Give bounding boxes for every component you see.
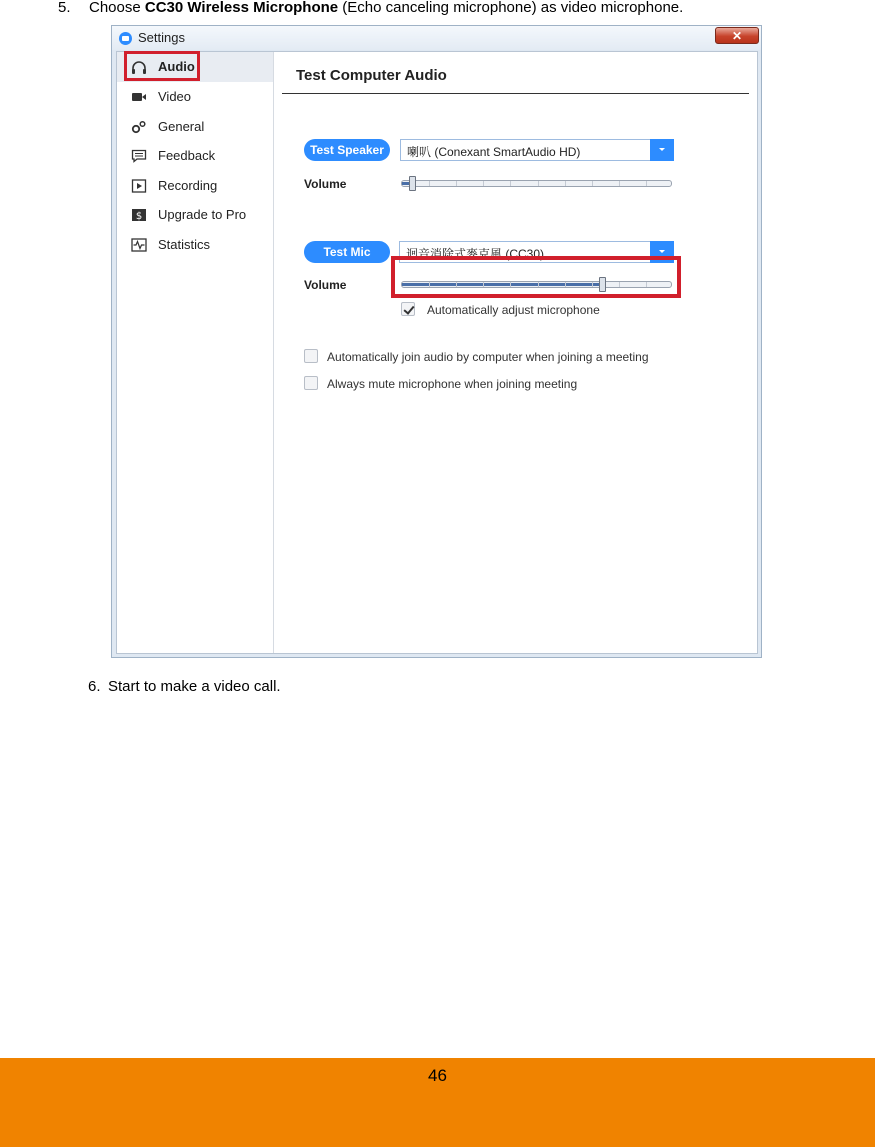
speaker-select[interactable] [400, 139, 674, 161]
sidebar-item-audio[interactable] [117, 52, 273, 82]
slider-segment [483, 181, 484, 186]
mic-volume-fill [402, 283, 603, 286]
sidebar-item-label: General [158, 119, 205, 134]
slider-segment [565, 282, 566, 287]
sidebar-item-upgrade[interactable] [117, 200, 273, 230]
slider-segment [592, 282, 593, 287]
sidebar-item-video[interactable] [117, 82, 273, 112]
sidebar-item-label: Statistics [158, 237, 211, 252]
sidebar-item-feedback[interactable] [117, 141, 273, 171]
step-number: 5. [58, 0, 71, 16]
slider-segment [456, 282, 457, 287]
title-bar [112, 26, 761, 50]
page-footer [0, 1058, 875, 1147]
auto-adjust-label: Automatically adjust microphone [427, 303, 600, 317]
panel-title: Test Computer Audio [296, 67, 447, 84]
sidebar-item-label: Feedback [158, 148, 216, 163]
step-text-prefix: Choose [89, 0, 145, 16]
video-camera-icon [131, 90, 147, 104]
auto-adjust-checkbox[interactable] [401, 302, 415, 316]
mic-select-value: 迴音消除式麥克風 (CC30) [406, 247, 545, 261]
title-divider [282, 93, 749, 94]
highlight-box-mic [391, 256, 681, 298]
speaker-volume-slider[interactable] [401, 180, 672, 187]
sidebar-item-statistics[interactable] [117, 230, 273, 260]
slider-segment [592, 181, 593, 186]
auto-join-audio-checkbox[interactable] [304, 349, 318, 363]
gears-icon [131, 120, 147, 134]
sidebar-item-general[interactable] [117, 112, 273, 142]
slider-segment [619, 181, 620, 186]
step-5-instruction [58, 0, 683, 16]
test-speaker-button[interactable]: Test Speaker [304, 139, 390, 161]
zoom-logo-icon [119, 32, 132, 45]
settings-sidebar [117, 52, 274, 653]
slider-segment [510, 181, 511, 186]
slider-segment [538, 282, 539, 287]
pulse-icon [131, 238, 147, 252]
sidebar-item-label: Recording [158, 178, 218, 193]
step-6-instruction [88, 678, 281, 695]
speaker-volume-thumb[interactable] [409, 176, 416, 191]
slider-segment [456, 181, 457, 186]
close-button[interactable]: ✕ [715, 27, 759, 44]
test-mic-button[interactable]: Test Mic [304, 241, 390, 263]
step-text: Start to make a video call. [108, 678, 281, 695]
slider-segment [646, 181, 647, 186]
step-text-bold: CC30 Wireless Microphone [144, 0, 339, 16]
slider-segment [483, 282, 484, 287]
mute-on-join-checkbox[interactable] [304, 376, 318, 390]
speaker-volume-label: Volume [304, 177, 347, 191]
window-title: Settings [138, 30, 185, 45]
mic-volume-thumb[interactable] [599, 277, 606, 292]
slider-segment [429, 282, 430, 287]
mute-on-join-label: Always mute microphone when joining meeting [327, 377, 578, 391]
slider-segment [538, 181, 539, 186]
sidebar-item-recording[interactable] [117, 171, 273, 201]
window-client [116, 51, 758, 654]
settings-main-panel [274, 52, 757, 653]
slider-segment [565, 181, 566, 186]
mic-volume-label: Volume [304, 278, 347, 292]
sidebar-item-label: Video [158, 89, 192, 104]
step-number: 6. [88, 678, 101, 695]
step-text-suffix: (Echo canceling microphone) as video microphone. [338, 0, 684, 16]
slider-segment [510, 282, 511, 287]
svg-text:$: $ [135, 211, 143, 222]
sidebar-item-label: Audio [158, 59, 195, 74]
mic-volume-slider[interactable] [401, 281, 672, 288]
comment-icon [131, 149, 147, 163]
auto-join-audio-label: Automatically join audio by computer when joining a meeting [327, 350, 649, 364]
dollar-icon [131, 208, 147, 222]
page-number: 46 [428, 1066, 447, 1085]
settings-window [111, 25, 762, 658]
play-icon [131, 179, 147, 193]
slider-segment [619, 282, 620, 287]
sidebar-item-label: Upgrade to Pro [158, 207, 247, 222]
chevron-down-icon[interactable] [650, 139, 674, 161]
slider-segment [646, 282, 647, 287]
speaker-select-value: 喇叭 (Conexant SmartAudio HD) [407, 145, 581, 159]
slider-segment [429, 181, 430, 186]
highlight-box-audio [124, 51, 200, 81]
